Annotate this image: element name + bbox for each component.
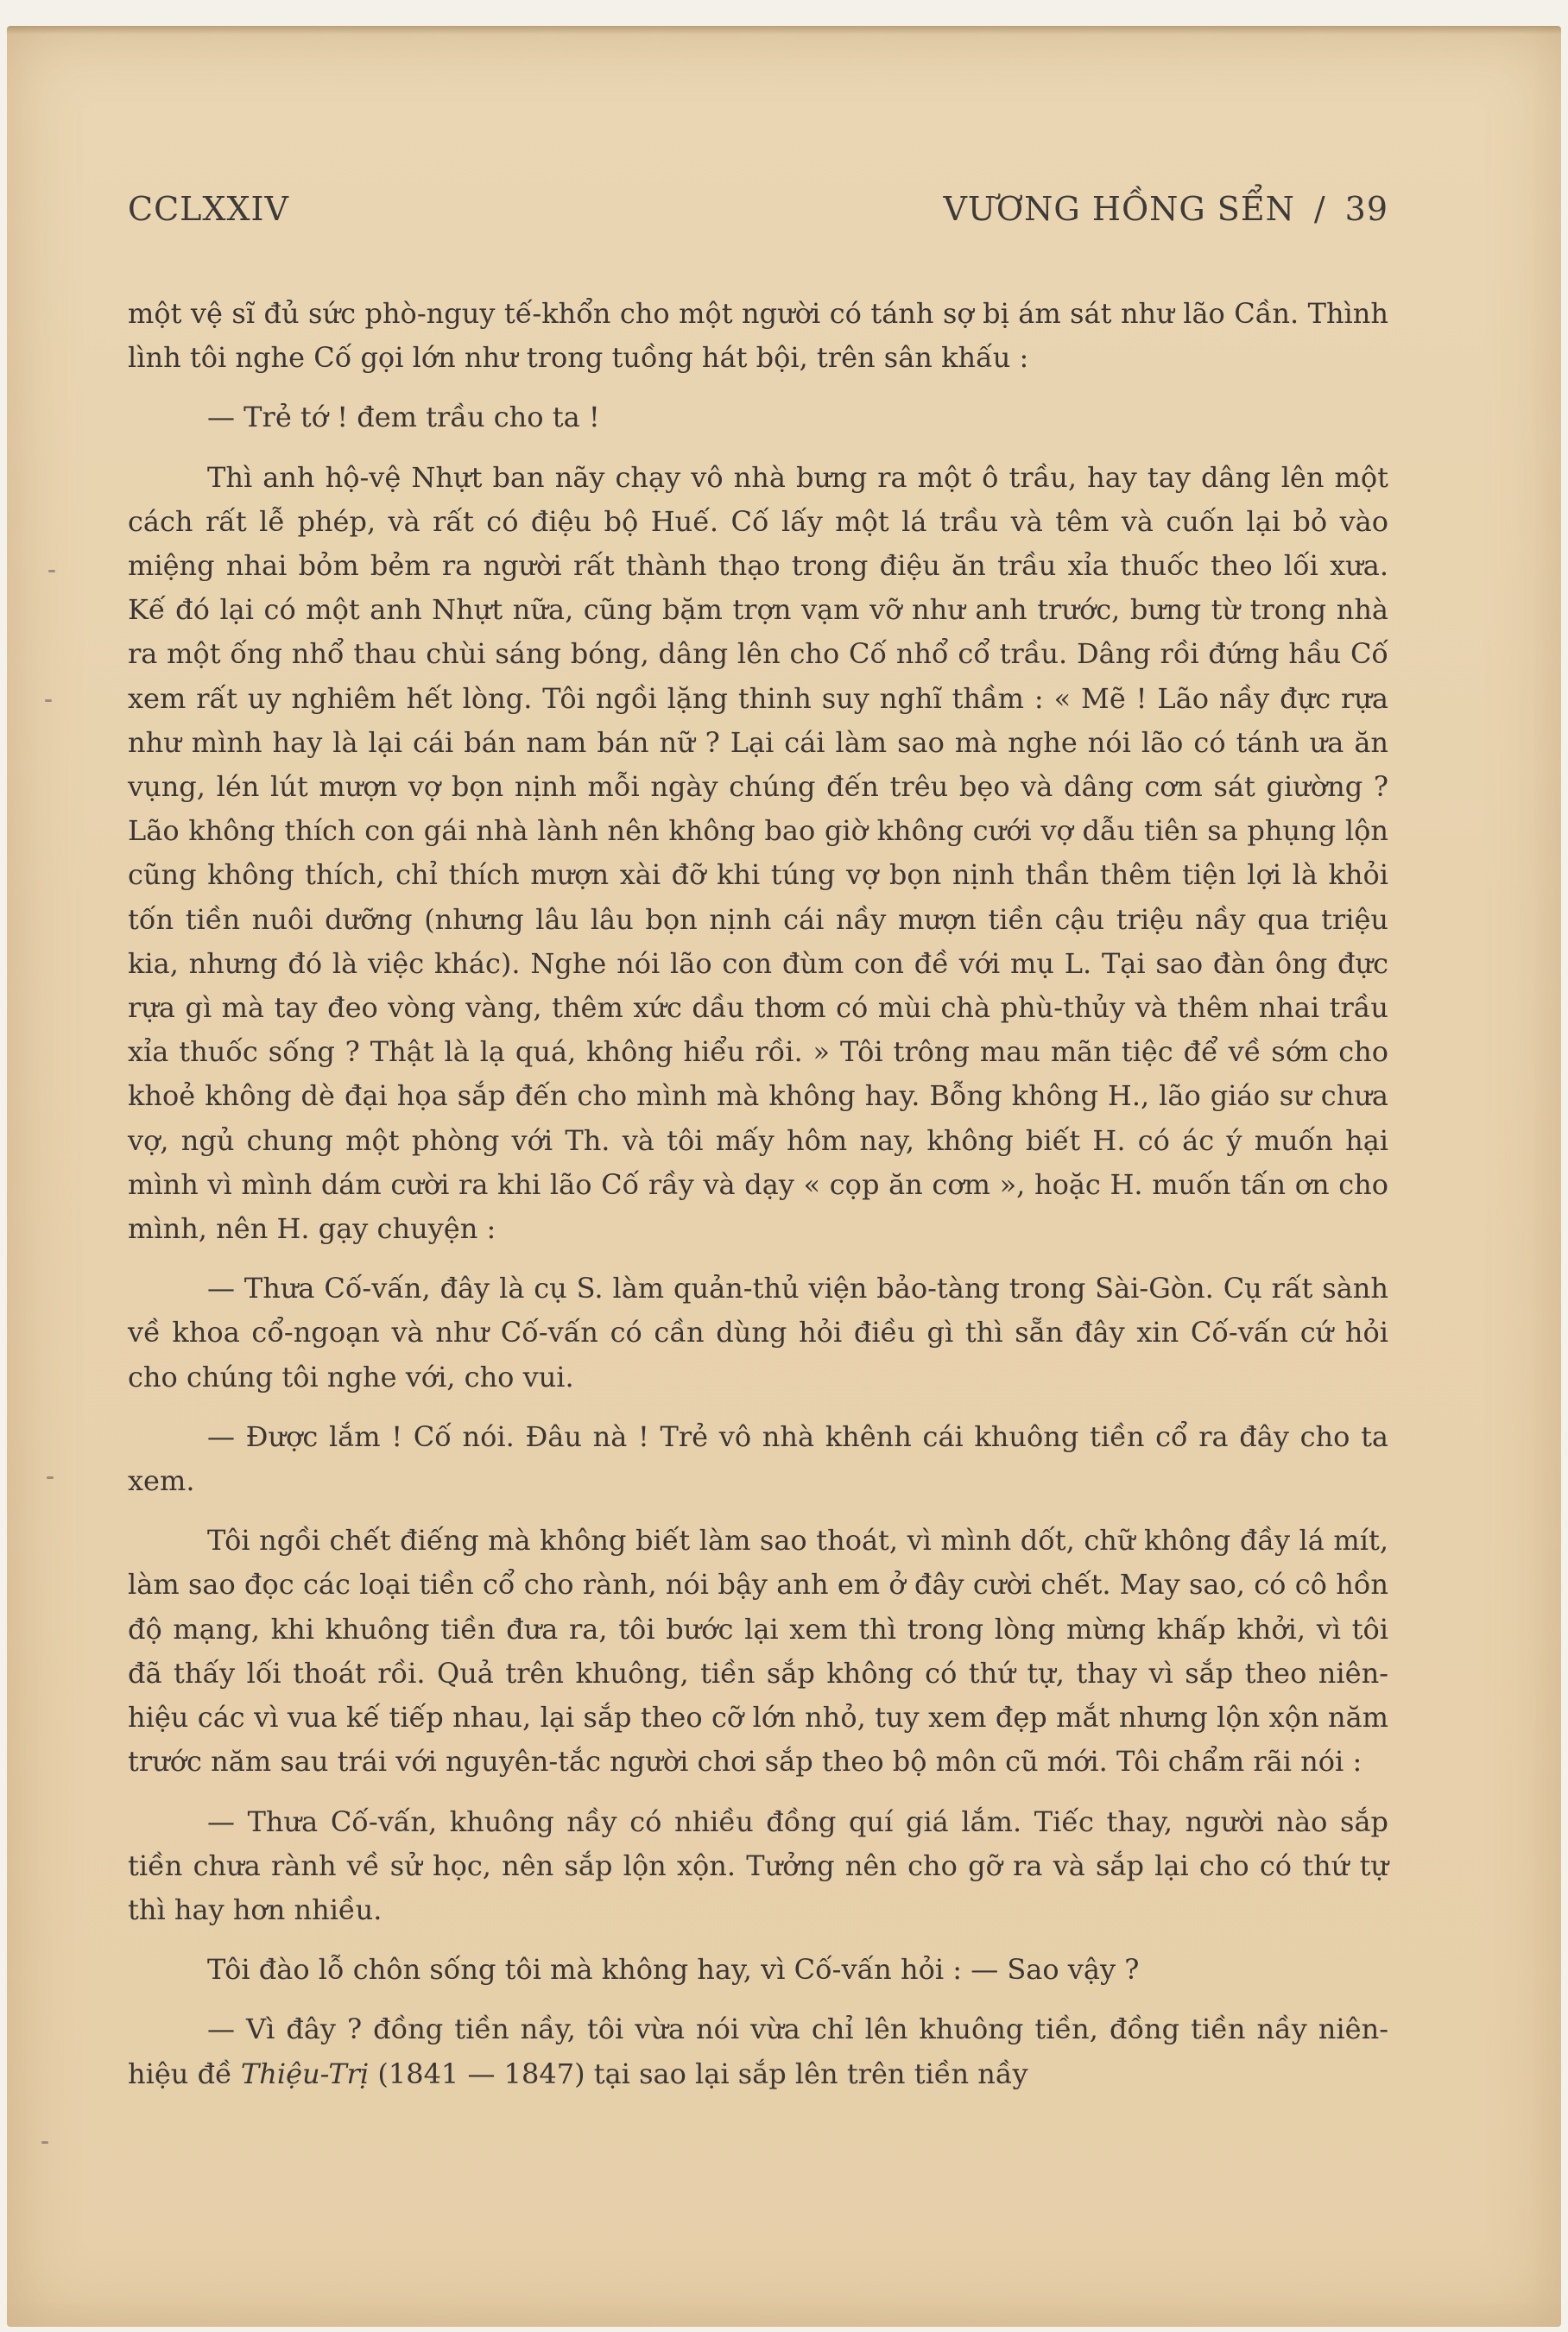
running-header bbox=[128, 190, 1388, 242]
book-page bbox=[7, 26, 1561, 2327]
margin-speck bbox=[41, 2141, 48, 2144]
paragraph-4: — Thưa Cố-vấn, đây là cụ S. làm quản-thủ viện bảo-tàng trong Sài-Gòn. Cụ rất sành về khoa cổ-ngoạn và như Cố-vấn có cần dùng hỏi điều gì thì sẵn đây xin Cố-vấn cứ hỏi cho chúng tôi nghe với, cho vui. bbox=[128, 1272, 1388, 1394]
margin-speck bbox=[48, 570, 55, 572]
margin-speck bbox=[45, 699, 52, 702]
paragraph-5: — Được lắm ! Cố nói. Đâu nà ! Trẻ vô nhà khênh cái khuông tiền cổ ra đây cho ta xem. bbox=[128, 1419, 1388, 1498]
paragraph-3: Thì anh hộ-vệ Nhựt ban nãy chạy vô nhà bưng ra một ô trầu, hay tay dâng lên một cách rất lễ phép, và rất có điệu bộ Huế. Cố lấy một lá trầu và têm và cuốn lại bỏ vào miệng nhai bỏm bẻm ra người rất thành thạo trong điệu ăn trầu xỉa thuốc theo lối xưa. Kế đó lại có một anh Nhựt nữa, cũng bặm trợn vạm vỡ như anh trước, bưng từ trong nhà ra một ống nhổ thau chùi sáng bóng, dâng lên cho Cố nhổ cổ trầu. Dâng rồi đứng hầu Cố xem rất uy nghiêm hết lòng. Tôi ngồi lặng thinh suy nghĩ thầm : « Mẽ ! Lão nầy đực rựa như mình hay là lại cái bán nam bán nữ ? Lại cái làm sao mà nghe nói lão có tánh ưa ăn vụng, lén lút mượn vợ bọn nịnh mỗi ngày chúng đến trêu bẹo và dâng cơm sát giường ? Lão không thích con gái nhà lành nên không bao giờ không cưới vợ dẫu tiên sa phụng lộn cũng không thích, chỉ thích mượn xài đỡ khi túng vợ bọn nịnh thần thêm tiện lợi là khỏi tốn tiền nuôi dưỡng (nhưng lâu lâu bọn nịnh cái nầy mượn tiền cậu triệu nầy qua triệu kia, nhưng đó là việc khác). Nghe nói lão con đùm con đề với mụ L. Tại sao đàn ông đực rựa gì mà tay đeo vòng vàng, thêm xức dầu thơm có mùi chà phù-thủy và thêm nhai trầu xỉa thuốc sống ? Thật là lạ quá, không hiểu rồi. » Tôi trông mau mãn tiệc để về sớm cho khoẻ không dè đại họa sắp đến cho mình mà không hay. Bỗng không H., lão giáo sư chưa vợ, ngủ chung một phòng với Th. và tôi mấy hôm nay, không biết H. có ác ý muốn hại mình vì mình dám cười ra khi lão Cố rầy và dạy « cọp ăn cơm », hoặc H. muốn tấn ơn cho mình, nên H. gạy chuyện : bbox=[128, 460, 1388, 1246]
page-top-edge bbox=[7, 26, 1561, 35]
reign-name-italic: Thiệu-Trị bbox=[240, 2057, 370, 2090]
header-separator: / bbox=[1313, 190, 1326, 228]
author-and-page bbox=[944, 190, 1388, 228]
paragraph-9-lead: — Vì đây ? đồng tiền nầy, tôi vừa nói vừa chỉ lên khuông tiền, đồng tiền nầy niên-hiệu đề bbox=[128, 2013, 1388, 2090]
paragraph-2: — Trẻ tớ ! đem trầu cho ta ! bbox=[207, 401, 600, 434]
paragraph-1: một vệ sĩ đủ sức phò-nguy tế-khổn cho một người có tánh sợ bị ám sát như lão Cần. Thình lình tôi nghe Cố gọi lớn như trong tuồng hát bội, trên sân khấu : bbox=[128, 297, 1388, 375]
margin-speck bbox=[47, 1476, 54, 1479]
page-body-text bbox=[128, 292, 1388, 2112]
paragraph-7: — Thưa Cố-vấn, khuông nầy có nhiều đồng quí giá lắm. Tiếc thay, người nào sắp tiền chưa rành về sử học, nên sắp lộn xộn. Tưởng nên cho gỡ ra và sắp lại cho có thứ tự thì hay hơn nhiều. bbox=[128, 1804, 1388, 1926]
chapter-numeral: CCLXXIV bbox=[128, 190, 289, 228]
paragraph-8: Tôi đào lỗ chôn sống tôi mà không hay, vì Cố-vấn hỏi : — Sao vậy ? bbox=[207, 1953, 1140, 1987]
paragraph-9-tail: (1841 — 1847) tại sao lại sắp lên trên tiền nầy bbox=[369, 2057, 1028, 2090]
paragraph-9 bbox=[128, 2007, 1388, 2095]
page-number: 39 bbox=[1344, 190, 1388, 228]
paragraph-6: Tôi ngồi chết điếng mà không biết làm sao thoát, vì mình dốt, chữ không đầy lá mít, làm sao đọc các loại tiền cổ cho rành, nói bậy anh em ở đây cười chết. May sao, có cô hồn độ mạng, khi khuông tiền đưa ra, tôi bước lại xem thì trong lòng mừng khấp khởi, vì tôi đã thấy lối thoát rồi. Quả trên khuông, tiền sắp không có thứ tự, thay vì sắp theo niên-hiệu các vì vua kế tiếp nhau, lại sắp theo cỡ lớn nhỏ, tuy xem đẹp mắt nhưng lộn xộn năm trước năm sau trái với nguyên-tắc người chơi sắp theo bộ môn cũ mới. Tôi chẩm rãi nói : bbox=[128, 1524, 1388, 1779]
author-name: VƯƠNG HỒNG SỂN bbox=[943, 190, 1295, 228]
